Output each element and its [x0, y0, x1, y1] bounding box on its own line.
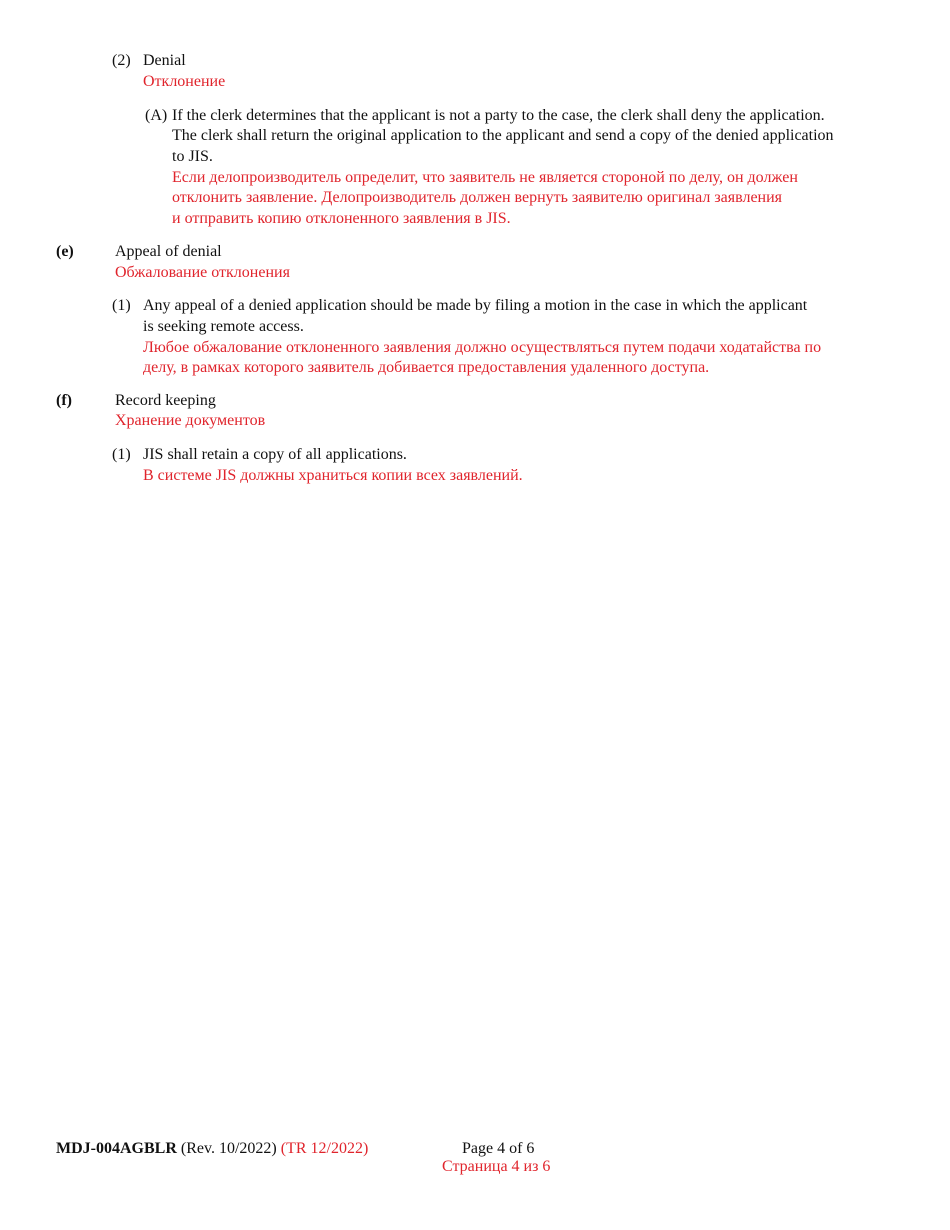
item-number: (1) [112, 297, 131, 314]
section-number: (2) [112, 52, 131, 69]
revision: (Rev. 10/2022) [180, 1140, 277, 1157]
item-text-en-line-1: If the clerk determines that the applicant is not a party to the case, the clerk shall deny the application. [172, 107, 825, 124]
item-number: (A) [145, 107, 168, 124]
form-id: MDJ-004AGBLR [56, 1140, 177, 1157]
item-text-en-line-3: to JIS. [172, 148, 213, 165]
item-text-ru-line-1: Любое обжалование отклоненного заявления должно осуществляться путем подачи ходатайства по [143, 339, 822, 356]
form-identifier [56, 1139, 368, 1160]
item-text-ru-line-1: Если делопроизводитель определит, что заявитель не является стороной по делу, он должен [172, 169, 798, 186]
item-text-ru: В системе JIS должны храниться копии всех заявлений. [143, 467, 523, 484]
section-title-ru: Отклонение [143, 73, 226, 90]
item-text-en: JIS shall retain a copy of all applications. [143, 446, 407, 463]
section-letter: (e) [56, 243, 74, 260]
translation-revision: (TR 12/2022) [280, 1140, 369, 1157]
item-text-ru-line-2: делу, в рамках которого заявитель добивается предоставления удаленного доступа. [143, 359, 710, 376]
item-text-en-line-1: Any appeal of a denied application should be made by filing a motion in the case in which the applicant [143, 297, 808, 314]
section-title-ru: Обжалование отклонения [115, 264, 290, 281]
item-text-en-line-2: is seeking remote access. [143, 318, 304, 335]
section-title-ru: Хранение документов [115, 412, 266, 429]
section-title-en: Denial [143, 52, 186, 69]
item-text-ru-line-2: отклонить заявление. Делопроизводитель должен вернуть заявителю оригинал заявления [172, 189, 783, 206]
item-text-ru-line-3: и отправить копию отклоненного заявления в JIS. [172, 210, 511, 227]
page-number-ru: Страница 4 из 6 [442, 1158, 551, 1175]
item-number: (1) [112, 446, 131, 463]
page-number-en: Page 4 of 6 [462, 1140, 535, 1157]
section-letter: (f) [56, 392, 72, 409]
section-title-en: Record keeping [115, 392, 216, 409]
item-text-en-line-2: The clerk shall return the original application to the applicant and send a copy of the denied application [172, 127, 834, 144]
section-title-en: Appeal of denial [115, 243, 222, 260]
